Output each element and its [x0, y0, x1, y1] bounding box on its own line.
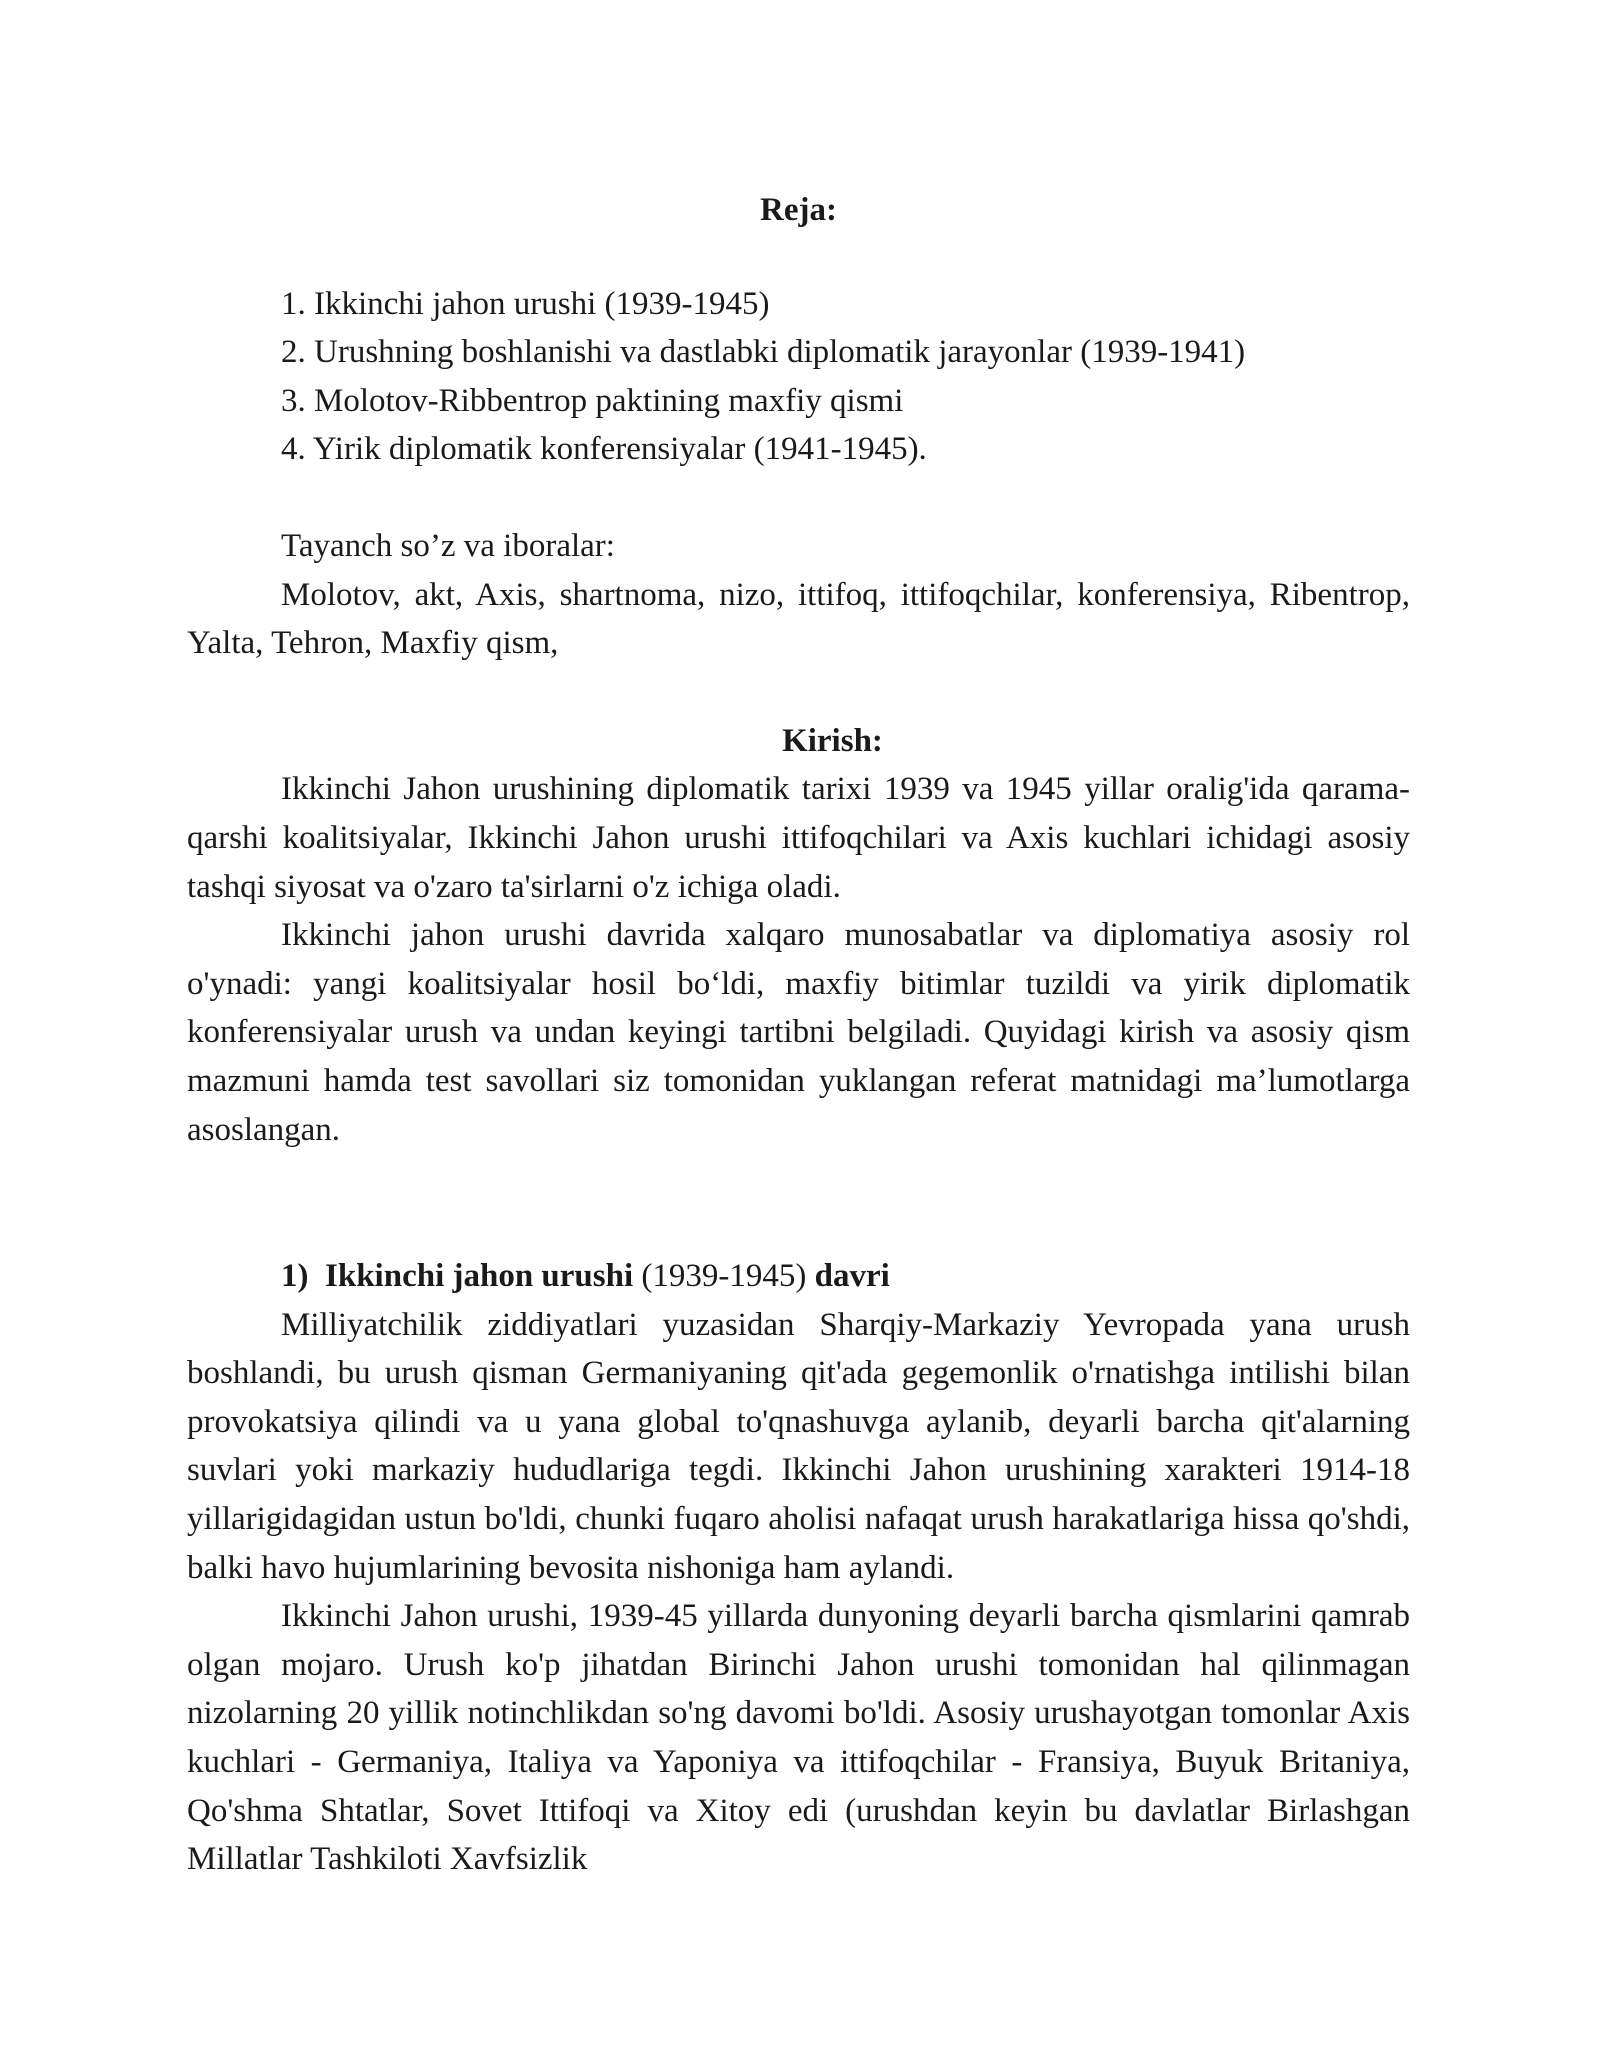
plan-item: 3. Molotov-Ribbentrop paktining maxfiy qismi [281, 382, 904, 419]
section-number: 1) [281, 1258, 309, 1295]
plan-heading: Reja: [760, 192, 837, 228]
keywords-title: Tayanch so’z va iboralar: [281, 527, 615, 564]
plan-item: 4. Yirik diplomatik konferensiyalar (1941-1945). [281, 431, 927, 468]
section-title-bold: Ikkinchi jahon urushi [325, 1258, 634, 1295]
plan-item: 2. Urushning boshlanishi va dastlabki diplomatik jarayonlar (1939-1941) [281, 334, 1246, 371]
section-title-end: davri [814, 1258, 890, 1295]
intro-paragraph: Ikkinchi Jahon urushining diplomatik tarixi 1939 va 1945 yillar oralig'ida qarama-qarshi koalitsiyalar, Ikkinchi Jahon urushi ittifoqchilari va Axis kuchlari ichidagi asosiy tashqi siyosat va o'zaro ta'sirlarni o'z ichiga oladi. [187, 771, 1410, 905]
plan-item: 1. Ikkinchi jahon urushi (1939-1945) [281, 285, 770, 322]
section-heading [187, 1252, 1410, 1301]
section-paragraph: Ikkinchi Jahon urushi, 1939-45 yillarda dunyoning deyarli barcha qismlarini qamrab olgan mojaro. Urush ko'p jihatdan Birinchi Jahon urushi tomonidan hal qilinmagan nizolarning 20 yillik notinchlikdan so'ng davomi bo'ldi. Asosiy urushayotgan tomonlar Axis kuchlari - Germaniya, Italiya va Yaponiya va ittifoqchilar - Fransiya, Buyuk Britaniya, Qo'shma Shtatlar, Sovet Ittifoqi va Xitoy edi (urushdan keyin bu davlatlar Birlashgan Millatlar Tashkiloti Xavfsizlik [187, 1598, 1410, 1878]
keywords-text: Molotov, akt, Axis, shartnoma, nizo, ittifoq, ittifoqchilar, konferensiya, Ribentrop, Yalta, Tehron, Maxfiy qism, [187, 576, 1410, 662]
section-paragraph: Milliyatchilik ziddiyatlari yuzasidan Sharqiy-Markaziy Yevropada yana urush boshlandi, bu urush qisman Germaniyaning qit'ada gegemonlik o'rnatishga intilishi bilan provokatsiya qilindi va u yana global to'qnashuvga aylanib, deyarli barcha qit'alarning suvlari yoki markaziy hududlariga tegdi. Ikkinchi Jahon urushining xarakteri 1914-18 yillarigidagidan ustun bo'ldi, chunki fuqaro aholisi nafaqat urush harakatlariga hissa qo'shdi, balki havo hujumlarining bevosita nishoniga ham aylandi. [187, 1306, 1410, 1586]
intro-heading: Kirish: [782, 722, 883, 759]
intro-paragraph: Ikkinchi jahon urushi davrida xalqaro munosabatlar va diplomatiya asosiy rol o'ynadi: yangi koalitsiyalar hosil bo‘ldi, maxfiy bitimlar tuzildi va yirik diplomatik konferensiyalar urush va undan keyingi tartibni belgiladi. Quyidagi kirish va asosiy qism mazmuni hamda test savollari siz tomonidan yuklangan referat matnidagi ma’lumotlarga asoslangan. [187, 917, 1410, 1148]
document-page [187, 186, 1410, 1884]
section-title-years: (1939-1945) [641, 1258, 807, 1295]
plan-list [187, 280, 1410, 474]
